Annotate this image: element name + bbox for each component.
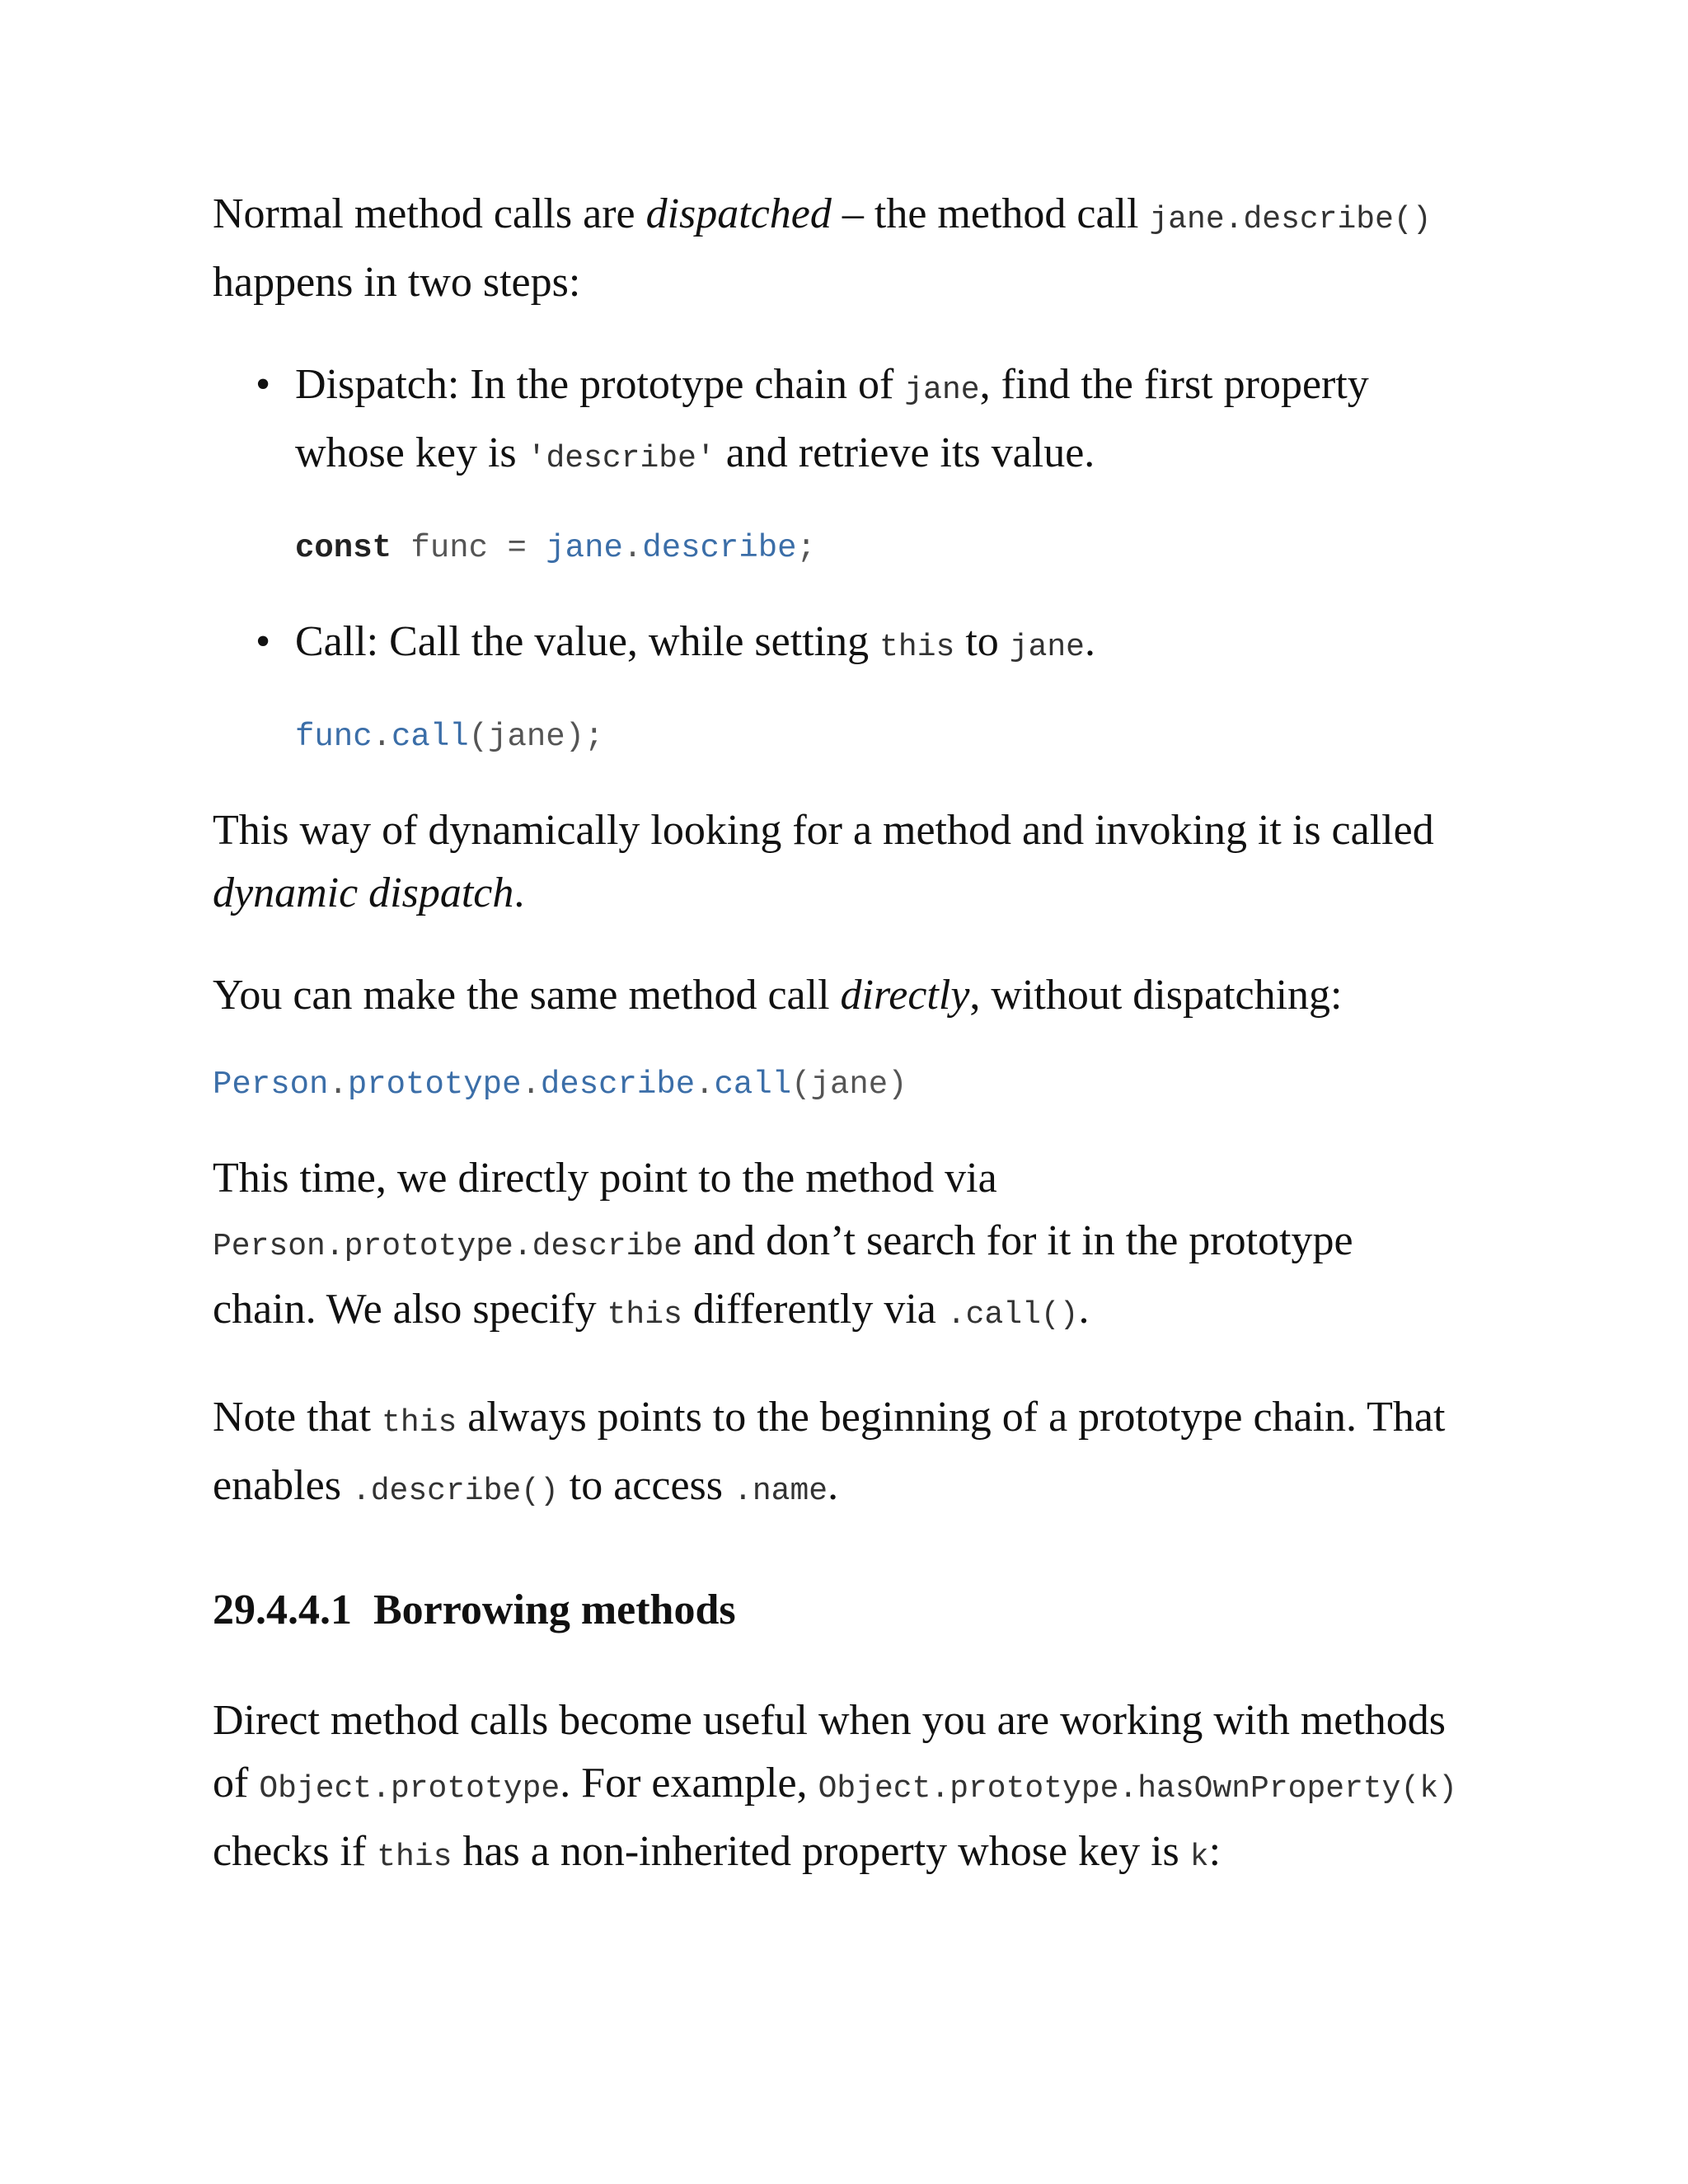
text: This time, we directly point to the method via	[213, 1155, 997, 1202]
text: always points to the beginning of a prototype chain. That enables	[213, 1394, 1446, 1509]
section-number: 29.4.4.1	[213, 1586, 352, 1633]
text: – the method call	[831, 190, 1150, 237]
emphasis: directly	[840, 972, 970, 1019]
code-keyword: const	[295, 530, 392, 566]
paragraph-this-time	[213, 1147, 1465, 1347]
text: .	[1084, 618, 1095, 665]
code-block-direct	[213, 1062, 1465, 1108]
inline-code: this	[607, 1297, 682, 1333]
code-block-dispatch	[295, 525, 1465, 571]
text: to	[954, 618, 1010, 665]
text: You can make the same method call	[213, 972, 841, 1019]
paragraph-note	[213, 1386, 1465, 1523]
bullet-icon: •	[256, 361, 271, 408]
text: , without dispatching:	[969, 972, 1343, 1019]
inline-code: jane	[904, 373, 980, 408]
text: to access	[558, 1462, 734, 1509]
inline-code: 'describe'	[527, 441, 715, 476]
text: . For example,	[560, 1760, 818, 1807]
code-text: (jane);	[468, 719, 604, 755]
inline-code: jane	[1009, 630, 1085, 665]
inline-code: this	[382, 1405, 457, 1441]
emphasis: dispatched	[645, 190, 832, 237]
text: and don’t search for it in the prototype chain. We also specify	[213, 1217, 1353, 1333]
code-identifier: call	[392, 719, 469, 755]
steps-list-continued	[213, 611, 1465, 679]
inline-code: Person.prototype.describe	[213, 1229, 683, 1264]
section-title: Borrowing methods	[373, 1586, 736, 1633]
code-text: .	[372, 719, 392, 755]
text: checks if	[213, 1828, 377, 1875]
text: .	[513, 869, 525, 916]
code-text: .	[695, 1066, 715, 1103]
bullet-icon: •	[256, 618, 271, 665]
text: Dispatch: In the prototype chain of	[295, 361, 905, 408]
code-text: (jane)	[791, 1066, 907, 1103]
inline-code: k	[1189, 1840, 1209, 1875]
code-text: .	[622, 530, 643, 566]
code-text: func =	[392, 530, 546, 566]
text: has a non-inherited property whose key is	[452, 1828, 1190, 1875]
inline-code: Object.prototype.hasOwnProperty(k)	[818, 1771, 1457, 1807]
code-identifier: describe	[642, 530, 797, 566]
code-identifier: func	[295, 719, 373, 755]
text: , find the first property whose key is	[295, 361, 1369, 476]
paragraph-intro	[213, 183, 1465, 314]
text: :	[1208, 1828, 1221, 1875]
emphasis: dynamic dispatch	[213, 869, 514, 916]
inline-code: this	[879, 630, 955, 665]
code-identifier: describe	[540, 1066, 696, 1103]
inline-code: .name	[734, 1474, 828, 1509]
paragraph-direct-call	[213, 964, 1465, 1027]
text: .	[1078, 1286, 1090, 1333]
inline-code: jane.describe()	[1149, 202, 1432, 237]
code-identifier: call	[714, 1066, 792, 1103]
list-item-dispatch	[213, 354, 1465, 490]
code-identifier: prototype	[347, 1066, 522, 1103]
text: .	[828, 1462, 839, 1509]
text: Direct method calls become useful when you are working with methods of	[213, 1697, 1447, 1807]
section-heading	[213, 1581, 1465, 1640]
code-identifier: Person	[213, 1066, 329, 1103]
code-block-call	[295, 714, 1465, 760]
text: Normal method calls are	[213, 190, 646, 237]
inline-code: .call()	[946, 1297, 1079, 1333]
code-text: ;	[796, 530, 816, 566]
text: This way of dynamically looking for a method and invoking it is called	[213, 807, 1434, 854]
text: Call: Call the value, while setting	[295, 618, 880, 665]
code-text: .	[328, 1066, 348, 1103]
code-identifier: jane	[546, 530, 623, 566]
code-text: .	[521, 1066, 541, 1103]
text: Note that	[213, 1394, 382, 1441]
steps-list	[213, 354, 1465, 490]
inline-code: this	[377, 1840, 452, 1875]
page-content	[213, 183, 1465, 1889]
list-item-call	[213, 611, 1465, 679]
paragraph-dynamic-dispatch	[213, 799, 1465, 925]
text: differently via	[682, 1286, 947, 1333]
text: happens in two steps:	[213, 259, 581, 306]
paragraph-borrowing	[213, 1690, 1465, 1889]
inline-code: Object.prototype	[259, 1771, 560, 1807]
inline-code: .describe()	[351, 1474, 559, 1509]
text: and retrieve its value.	[715, 429, 1095, 476]
